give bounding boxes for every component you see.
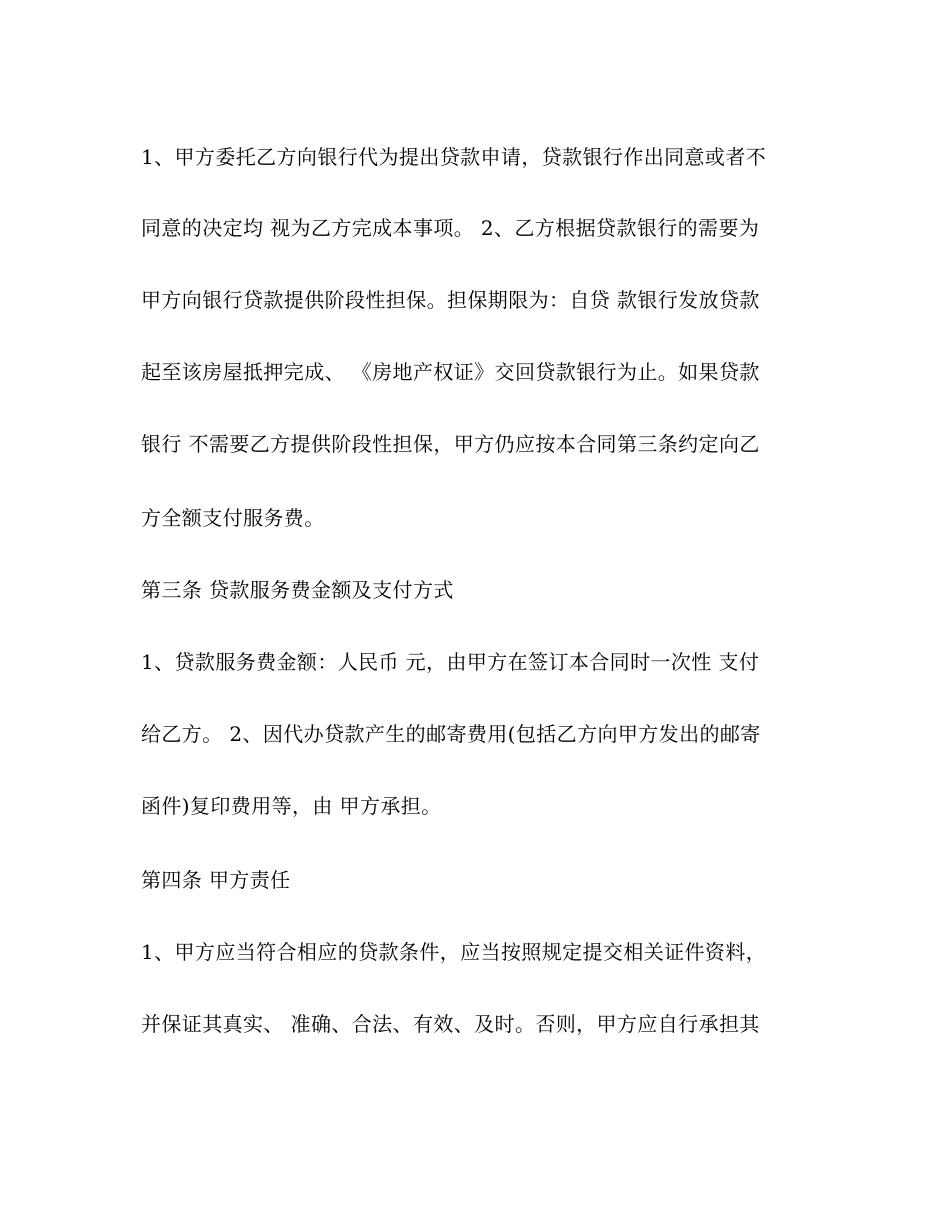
paragraph-line: 起至该房屋抵押完成、 《房地产权证》交回贷款银行为止。如果贷款 bbox=[141, 360, 760, 384]
paragraph-line: 1、贷款服务费金额：人民币 元，由甲方在签订本合同时一次性 支付 bbox=[141, 650, 760, 674]
paragraph-line: 函件)复印费用等，由 甲方承担。 bbox=[141, 794, 442, 818]
paragraph-line: 1、甲方应当符合相应的贷款条件，应当按照规定提交相关证件资料， bbox=[141, 940, 767, 964]
paragraph-line: 并保证其真实、 准确、合法、有效、及时。否则，甲方应自行承担其 bbox=[141, 1012, 760, 1036]
paragraph-line: 银行 不需要乙方提供阶段性担保，甲方仍应按本合同第三条约定向乙 bbox=[141, 432, 760, 456]
section-heading: 第四条 甲方责任 bbox=[141, 868, 291, 892]
paragraph-line: 同意的决定均 视为乙方完成本事项。 2、乙方根据贷款银行的需要为 bbox=[141, 216, 760, 240]
paragraph-line: 方全额支付服务费。 bbox=[141, 506, 325, 530]
paragraph-line: 甲方向银行贷款提供阶段性担保。担保期限为：自贷 款银行发放贷款 bbox=[141, 288, 760, 312]
section-heading: 第三条 贷款服务费金额及支付方式 bbox=[141, 578, 454, 602]
paragraph-line: 1、甲方委托乙方向银行代为提出贷款申请，贷款银行作出同意或者不 bbox=[141, 145, 767, 169]
paragraph-line: 给乙方。 2、因代办贷款产生的邮寄费用(包括乙方向甲方发出的邮寄 bbox=[141, 722, 761, 746]
